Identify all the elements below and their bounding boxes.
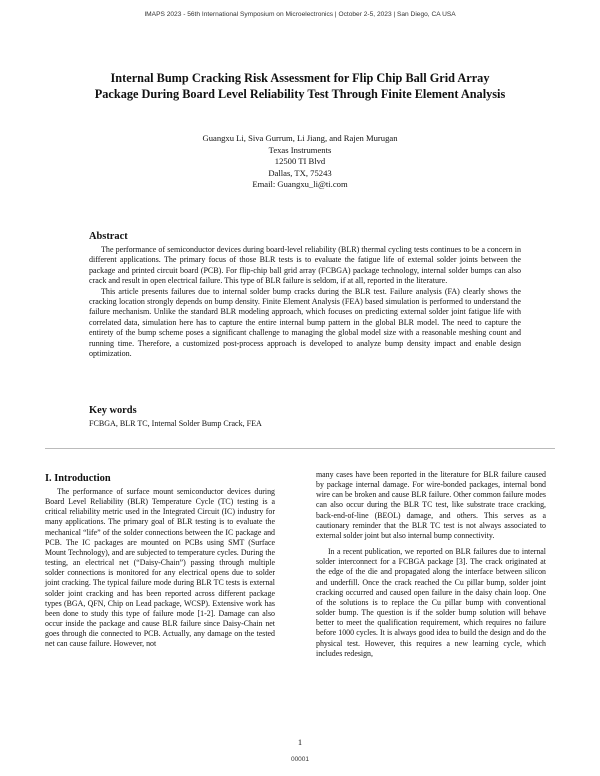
section-divider [45,448,555,449]
author-email: Email: Guangxu_li@ti.com [252,179,348,190]
conference-header: IMAPS 2023 - 56th International Symposium on Microelectronics | October 2-5, 2023 | San Diego, CA USA [144,11,456,18]
left-column [45,473,275,650]
introduction-heading: I. Introduction [45,473,111,484]
abstract-paragraph-1: The performance of semiconductor devices during board-level reliability (BLR) thermal cycling tests continues to be a concern in different applications. The primary focus of those BLR tests is to evaluate the fatigue life of external solder joints between the package and printed circuit board (PCB). For flip-chip ball grid array (FCBGA) package technology, internal solder bumps can also crack and result in open electrical failure. This type of BLR failure is seldom, if at all, reported in the literature. [89,245,521,286]
introduction-paragraph-1-continued: many cases have been reported in the literature for BLR failure caused by package internal damage. For wire-bonded packages, internal bond wire can be broken and cause BLR failure. Other common failure modes can also occur during the BLR TC test, like substrate trace cracking, back-end-of-line (BEOL) damage, and others. This serves as a cautionary reminder that the BLR TC test is not always associated to external solder joint but also internal bump connectivity. [316,470,546,540]
abstract-paragraph-2: This article presents failures due to internal solder bump cracks during the BLR test. Failure analysis (FA) clearly shows the cracking location strongly depends on bump density. Finite Element Analysis (FEA) based simulation is performed to understand the failure mechanism. Unlike the standard BLR modeling approach, which focuses on predicting external solder joint fatigue life with correlated data, simulation here has to capture the entire internal bump pattern in the global BLR model. The need to capture the entirety of the bump scheme poses a significant challenge to managing the global model size with a reasonable meshing count and running time. Therefore, a customized post-process approach is developed to analyze bump density impact and enable design optimization. [89,286,521,359]
keywords-section [89,405,521,429]
right-column [316,470,546,659]
author-city: Dallas, TX, 75243 [268,167,332,178]
abstract-section [89,231,521,359]
author-street: 12500 TI Blvd [274,156,326,167]
footer-id: 00001 [290,756,310,763]
introduction-paragraph-1: The performance of surface mount semiconductor devices during Board Level Reliability (BLR) Temperature Cycle (TC) testing is a critical reliability metric used in the Integrated Circuit (IC) industry for many applications. The primary goal of BLR testing is to evaluate the mechanical “life” of the solder connections between the IC package and PCB. The IC packages are mounted on PCBs using SMT (Surface Mount Technology), and are subjected to temperature cycles. During the testing, an electrical net (“Daisy-Chain”) passing through multiple solder connections is monitored for any electrical opens due to solder joint cracking. The typical failure mode during BLR TC tests is external solder joint cracking and has been reported across different package types (BGA, QFN, Chip on Lead package, WCSP). Extensive work has been done to study this type of failure mode [1-2]. Damage can also occur inside the package and cause BLR failure since Daisy-Chain net goes through die connected to PCB. Actually, any damage on the tested net can cause failure. However, not [45,487,275,649]
author-affiliation: Texas Instruments [268,144,332,155]
abstract-heading: Abstract [89,231,128,242]
author-names: Guangxu Li, Siva Gurrum, Li Jiang, and Rajen Murugan [202,133,398,143]
introduction-paragraph-2: In a recent publication, we reported on BLR failures due to internal solder interconnect for a FCBGA package [3]. The crack originated at the edge of the die and propagated along the interface between silicon and underfill. Once the crack reached the Cu pillar bump, solder joint cracking occurred and caused open failure in the daisy chain loop. One of the solutions is to replace the Cu pillar bump with conventional solder bump. The question is if the solder bump solution will behave better to meet the qualification requirement, which requires no failure before 1000 cycles. It is always good idea to build the design and do the physical test. However, this requires a new learning cycle, which includes redesign, [316,547,546,658]
keywords-heading: Key words [89,405,137,416]
keywords-text: FCBGA, BLR TC, Internal Solder Bump Crack, FEA [89,419,262,428]
paper-title: Internal Bump Cracking Risk Assessment for Flip Chip Ball Grid Array Package During Board Level Reliability Test Through Finite Element Analysis [94,71,506,101]
author-block [150,133,450,191]
page-number: 1 [297,737,303,747]
